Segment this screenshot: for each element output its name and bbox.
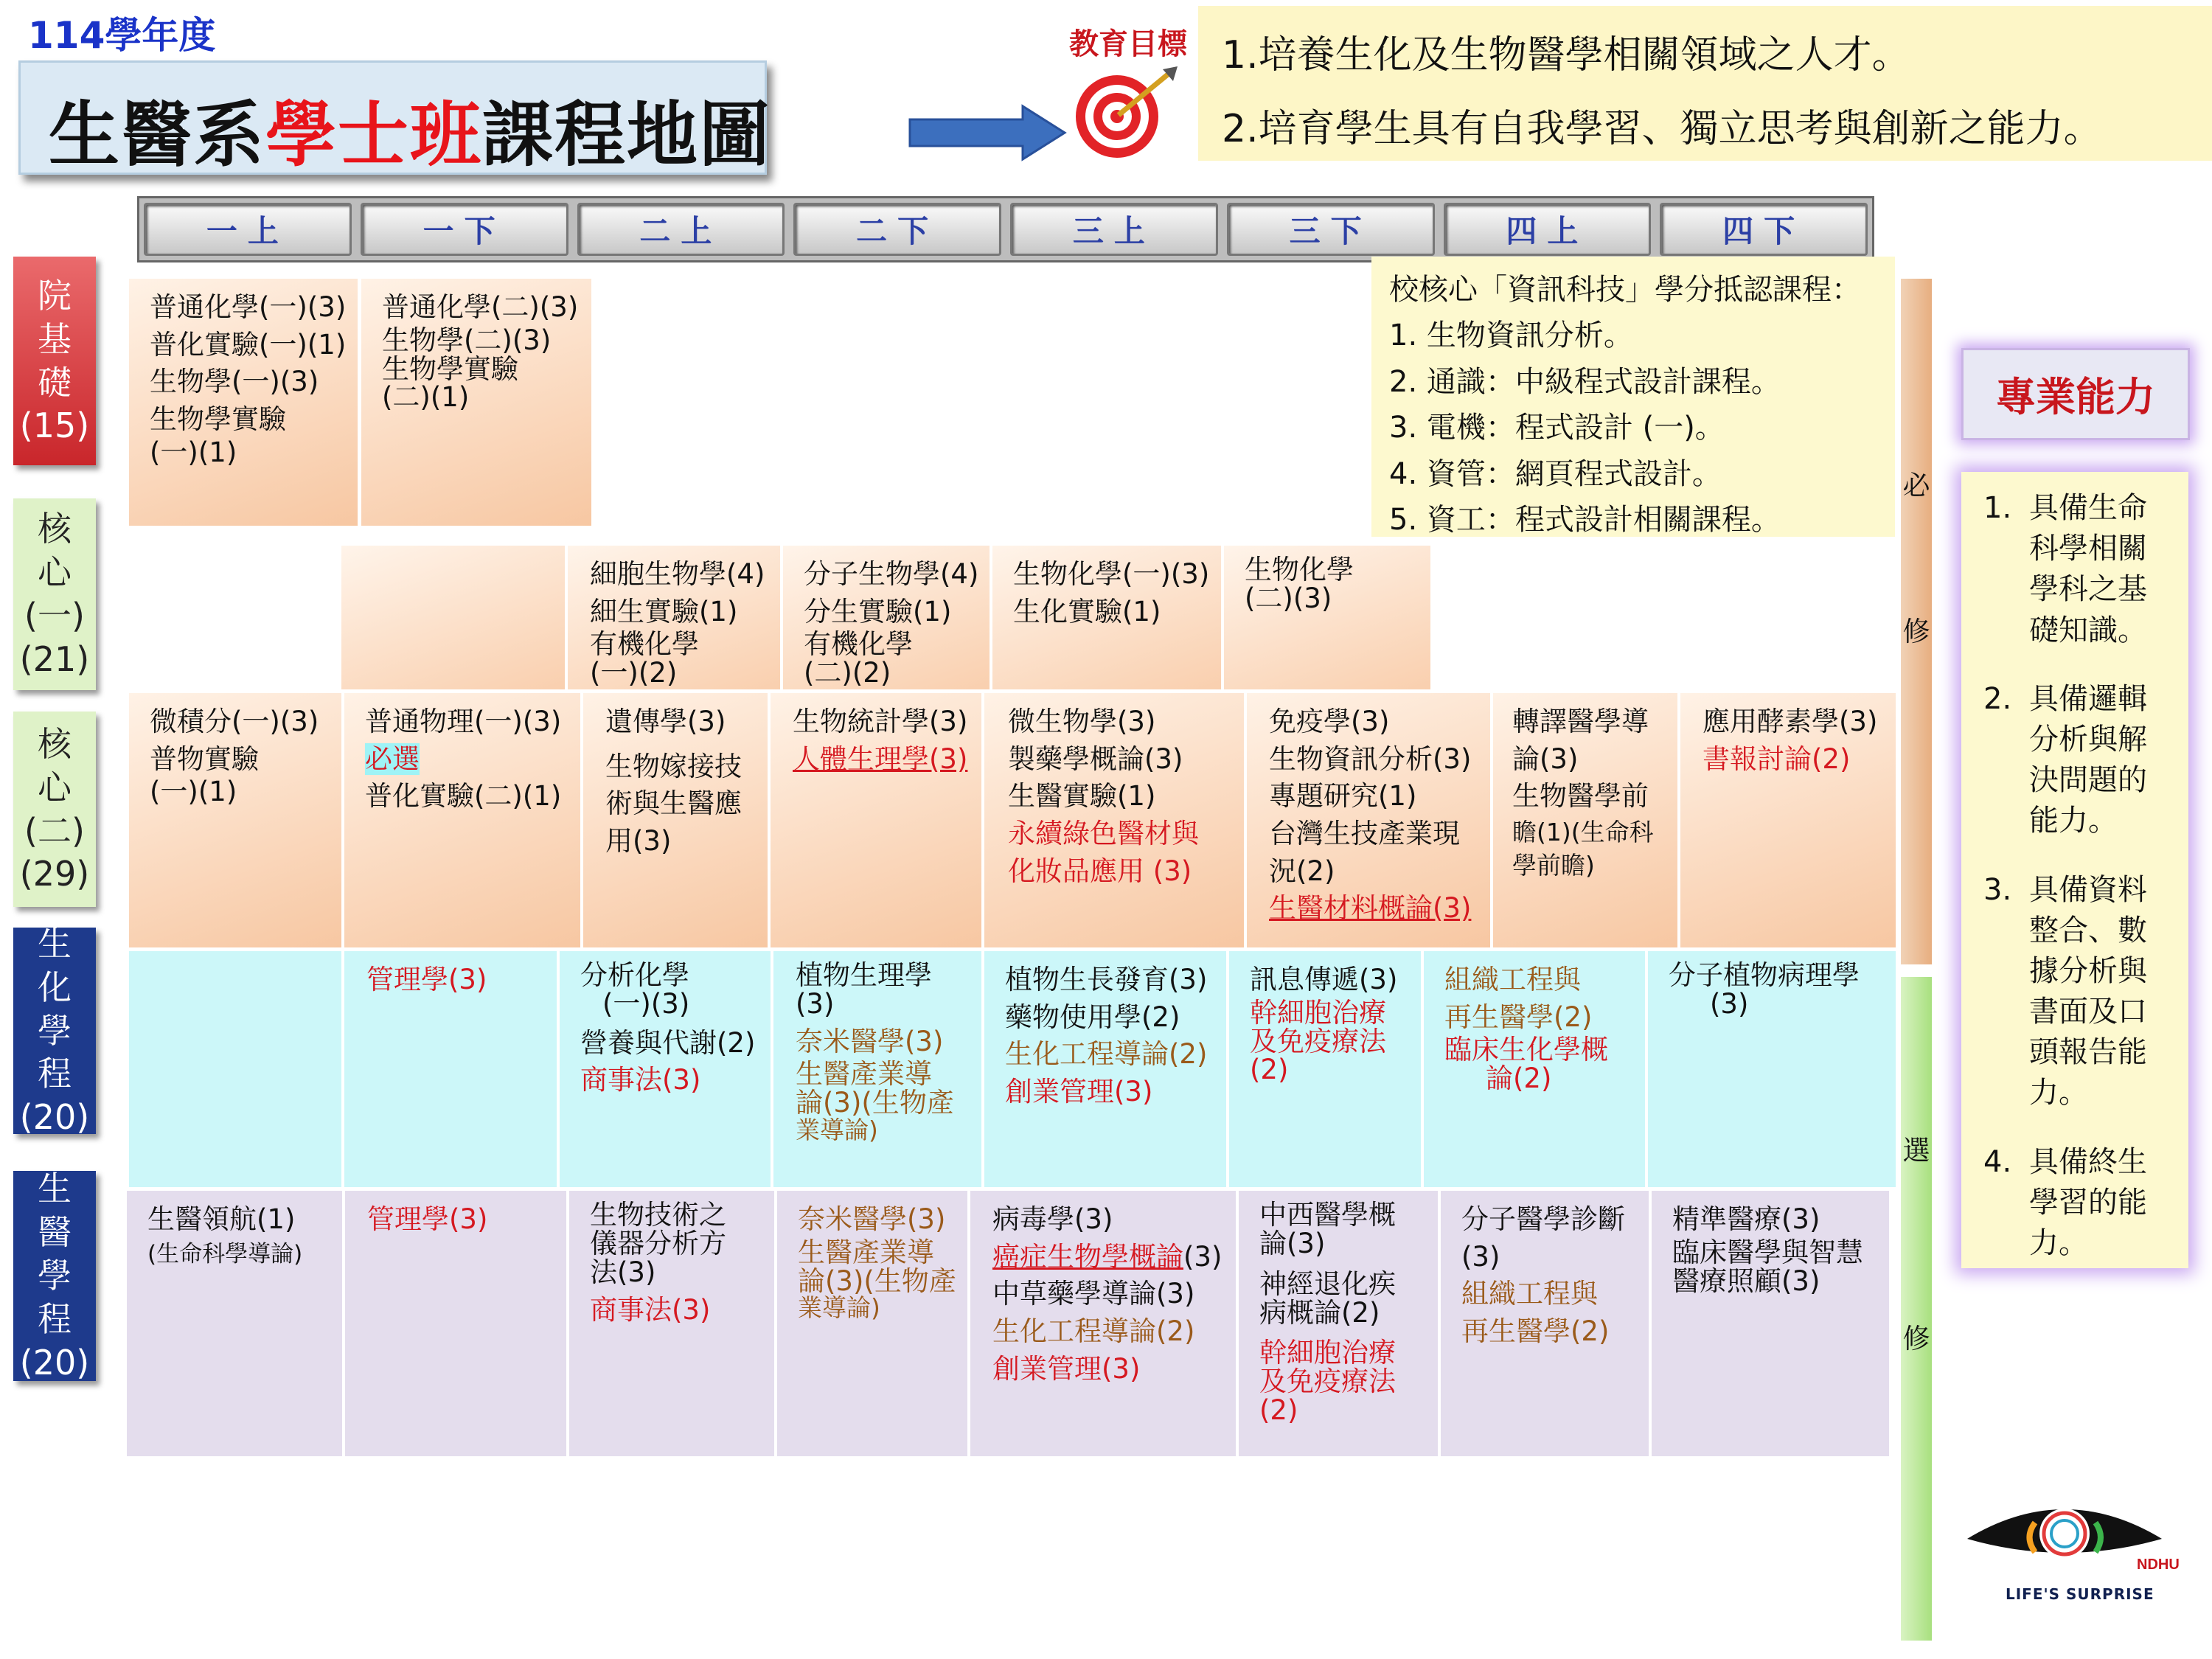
ability-item: 3. 具備資料 整合、數 據分析與 書面及口 頭報告能 力。 [1983, 872, 2147, 1110]
course-cell-core2-4b: 應用酵素學(3) 書報討論(2) [1680, 693, 1896, 947]
category-core-1: 核 心 (一) (21) [13, 498, 96, 690]
course-cell-biochem-4a: 組織工程與 再生醫學(2) 臨床生化學概 論(2) [1424, 951, 1645, 1187]
course-cell-biomed-1a: 生醫領航(1) (生命科學導論) [127, 1191, 342, 1456]
professional-ability-list [1961, 472, 2188, 1268]
svg-text:NDHU: NDHU [2137, 1557, 2180, 1573]
course-cell-biomed-4a: 分子醫學診斷 (3) 組織工程與 再生醫學(2) [1441, 1191, 1649, 1456]
semester-label: 四上 [1444, 203, 1652, 256]
category-biochem-program: 生 化 學 程 (20) [13, 928, 96, 1134]
course-cell-biomed-4b: 精準醫療(3) 臨床醫學與智慧 醫療照顧(3) [1652, 1191, 1889, 1456]
course-cell-biochem-2a: 分析化學 (一)(3) 營養與代謝(2) 商事法(3) [560, 951, 771, 1187]
title-box [18, 60, 771, 176]
course-cell-biomed-3a: 病毒學(3) 癌症生物學概論(3) 中草藥學導論(3) 生化工程導論(2) 創業管理(3) [970, 1191, 1236, 1456]
logo-tagline: LIFE'S SURPRISE [2006, 1585, 2154, 1603]
course-cell-biochem-4b: 分子植物病理學 (3) [1648, 951, 1896, 1187]
course-cell-core1-3b: 生物化學 (二)(3) [1224, 546, 1430, 689]
education-goal-label: 教育目標 [1069, 27, 1187, 61]
course-cell-core2-2a: 遺傳學(3) 生物嫁接技 術與生醫應 用(3) [583, 693, 768, 947]
semester-label: 三上 [1010, 203, 1218, 256]
page-title: 生醫系學士班課程地圖 [49, 94, 771, 176]
category-core-2: 核 心 (二) (29) [13, 712, 96, 907]
course-cell-biochem-1b: 管理學(3) [344, 951, 557, 1187]
category-biomed-program: 生 醫 學 程 (20) [13, 1171, 96, 1381]
semester-label: 二上 [577, 203, 785, 256]
semester-label: 三下 [1227, 203, 1435, 256]
ability-item: 4. 具備終生 學習的能 力。 [1983, 1144, 2147, 1260]
course-cell-core2-3a: 微生物學(3) 製藥學概論(3) 生醫實驗(1) 永續綠色醫材與 化妝品應用 (3) [984, 693, 1244, 947]
course-cell-core1-1b [341, 546, 565, 689]
course-cell-biomed-2a: 生物技術之 儀器分析方 法(3) 商事法(3) [569, 1191, 774, 1456]
course-cell-basic-1b: 普通化學(二)(3) 生物學(二)(3) 生物學實驗 (二)(1) [361, 279, 591, 526]
it-credit-info-box: 校核心「資訊科技」學分抵認課程： 1. 生物資訊分析。 2. 通識：中級程式設計課程。 3. 電機：程式設計 (一)。 4. 資管：網頁程式設計。 5. 資工：程式設計相關課程。 [1371, 257, 1895, 537]
course-cell-biochem-2b: 植物生理學 (3) 奈米醫學(3) 生醫產業導 論(3)(生物產 業導論) [773, 951, 981, 1187]
category-college-basic: 院 基 礎 (15) [13, 257, 96, 465]
target-icon [1073, 65, 1183, 161]
course-cell-core2-1b: 普通物理(一)(3) 必選 普化實驗(二)(1) [344, 693, 580, 947]
ndhu-eye-logo [1961, 1493, 2180, 1582]
professional-ability-heading: 專業能力 [1961, 348, 2190, 440]
course-cell-core2-4a: 轉譯醫學導 論(3) 生物醫學前 瞻(1)(生命科 學前瞻) [1493, 693, 1677, 947]
elective-bar: 選 修 [1901, 977, 1932, 1641]
arrow-right-icon [908, 103, 1067, 162]
course-cell-basic-1a: 普通化學(一)(3) 普化實驗(一)(1) 生物學(一)(3) 生物學實驗 (一)(1) [129, 279, 358, 526]
goal-item: 2.培育學生具有自我學習、獨立思考與創新之能力。 [1222, 107, 2102, 151]
semester-header [137, 196, 1874, 262]
education-goals [1198, 6, 2212, 161]
ability-item: 2. 具備邏輯 分析與解 決問題的 能力。 [1983, 681, 2147, 838]
course-cell-core1-2b: 分子生物學(4) 分生實驗(1) 有機化學 (二)(2) [783, 546, 990, 689]
course-cell-biomed-1b: 管理學(3) [345, 1191, 566, 1456]
semester-label: 四下 [1660, 203, 1868, 256]
semester-label: 一上 [144, 203, 352, 256]
goal-item: 1.培養生化及生物醫學相關領域之人才。 [1222, 33, 1910, 77]
course-cell-biochem-3b: 訊息傳遞(3) 幹細胞治療 及免疫療法 (2) [1229, 951, 1421, 1187]
course-cell-biomed-2b: 奈米醫學(3) 生醫產業導 論(3)(生物產 業導論) [777, 1191, 967, 1456]
course-cell-biomed-3b: 中西醫學概 論(3) 神經退化疾 病概論(2) 幹細胞治療 及免疫療法 (2) [1239, 1191, 1438, 1456]
course-cell-core1-2a: 細胞生物學(4) 細生實驗(1) 有機化學 (一)(2) [568, 546, 780, 689]
required-bar: 必 修 [1901, 279, 1932, 964]
course-cell-core2-2b: 生物統計學(3) 人體生理學(3) [771, 693, 981, 947]
course-cell-biochem-1a [129, 951, 341, 1187]
course-cell-biochem-3a: 植物生長發育(3) 藥物使用學(2) 生化工程導論(2) 創業管理(3) [984, 951, 1226, 1187]
ability-item: 1. 具備生命 科學相關 學科之基 礎知識。 [1983, 491, 2147, 647]
semester-label: 二下 [793, 203, 1001, 256]
course-cell-core1-3a: 生物化學(一)(3) 生化實驗(1) [992, 546, 1221, 689]
semester-label: 一下 [361, 203, 568, 256]
academic-year: 114學年度 [28, 14, 216, 57]
course-cell-core2-3b: 免疫學(3) 生物資訊分析(3) 專題研究(1) 台灣生技產業現 況(2) 生醫材料概論(3) [1247, 693, 1490, 947]
course-cell-core2-1a: 微積分(一)(3) 普物實驗 (一)(1) [129, 693, 341, 947]
